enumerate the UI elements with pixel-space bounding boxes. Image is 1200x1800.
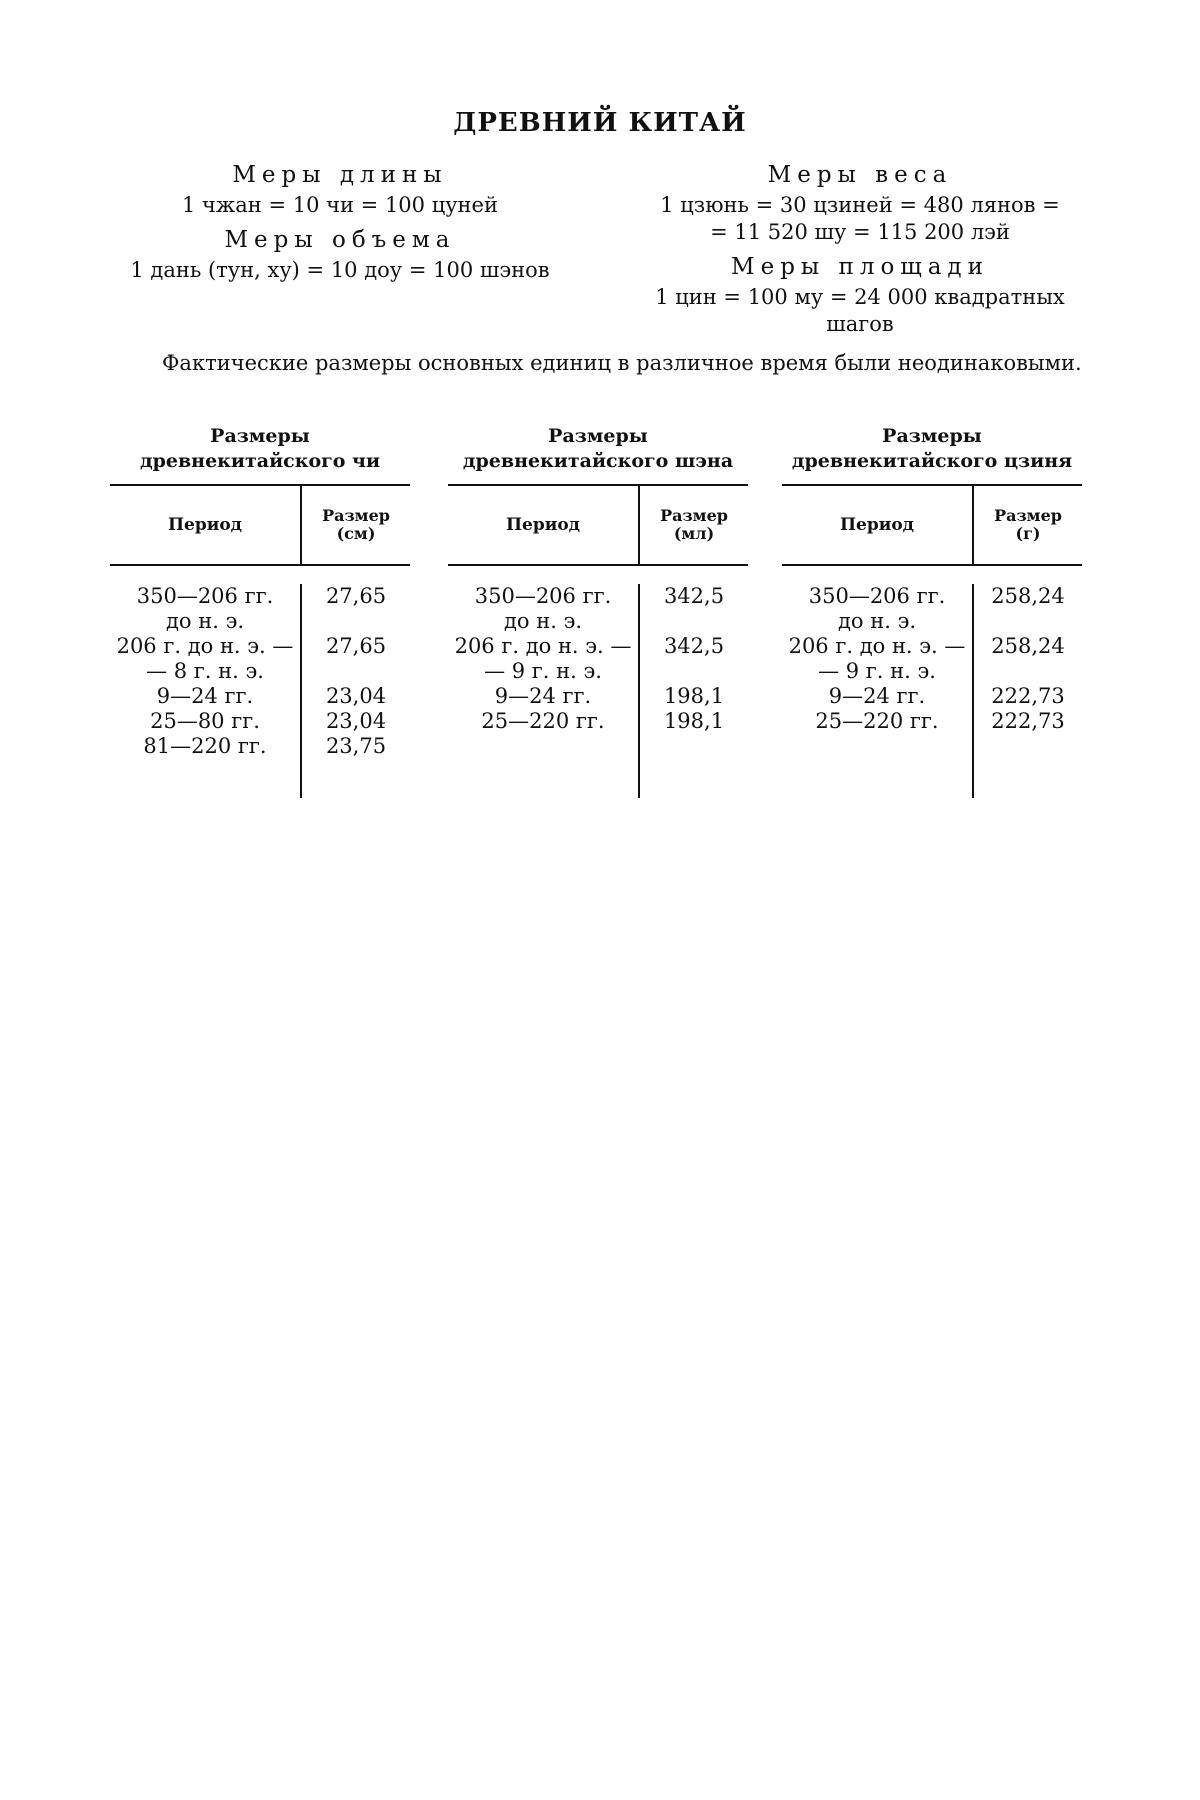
table-heading-line-1: Размеры: [882, 425, 982, 447]
period-column: [110, 584, 302, 798]
page-title: ДРЕВНИЙ КИТАЙ: [453, 108, 747, 138]
table-header-row: [782, 486, 1082, 566]
size-cell: 198,1: [663, 684, 725, 708]
size-cell: 222,73: [991, 709, 1065, 733]
size-column: [640, 584, 748, 798]
column-header-period: Период: [110, 486, 302, 564]
size-cell: 222,73: [991, 684, 1065, 708]
period-cell: до н. э.: [503, 609, 583, 633]
table-data: [782, 566, 1082, 798]
size-cell: 198,1: [663, 709, 725, 733]
size-cell: 27,65: [325, 584, 387, 608]
weight-line-1: 1 цзюнь = 30 цзиней = 480 лянов =: [660, 193, 1060, 217]
size-cell: 342,5: [663, 634, 725, 658]
table-header-row: [448, 486, 748, 566]
period-cell: 206 г. до н. э. —: [454, 634, 632, 658]
period-cell: 25—220 гг.: [481, 709, 605, 733]
table-heading: [448, 424, 748, 484]
period-cell: 9—24 гг.: [156, 684, 254, 708]
period-cell: 350—206 гг.: [136, 584, 274, 608]
table-heading-line-1: Размеры: [210, 425, 310, 447]
period-cell: 25—220 гг.: [815, 709, 939, 733]
period-cell: 9—24 гг.: [828, 684, 926, 708]
period-cell: 350—206 гг.: [808, 584, 946, 608]
area-line-1: 1 цин = 100 му = 24 000 квадратных: [655, 285, 1065, 309]
size-cell: 23,04: [325, 709, 387, 733]
length-heading: Меры длины: [232, 162, 448, 188]
table-heading: [782, 424, 1082, 484]
weight-line-2: = 11 520 шу = 115 200 лэй: [710, 220, 1010, 244]
table-chi: [110, 424, 410, 798]
right-column: [630, 162, 1090, 338]
area-line-2: шагов: [826, 312, 894, 336]
size-cell: 258,24: [991, 584, 1065, 608]
intro-paragraph: Фактические размеры основных единиц в различное время были неодинаковыми.: [162, 351, 1082, 375]
table-data: [448, 566, 748, 798]
column-header-period: Период: [782, 486, 974, 564]
table-shen: [448, 424, 748, 798]
table-heading: [110, 424, 410, 484]
volume-heading: Меры объема: [224, 227, 456, 253]
table-heading-line-1: Размеры: [548, 425, 648, 447]
size-cell: 27,65: [325, 634, 387, 658]
period-cell: — 8 г. н. э.: [146, 659, 264, 683]
table-heading-line-2: древнекитайского цзиня: [791, 450, 1073, 472]
volume-text: 1 дань (тун, ху) = 10 доу = 100 шэнов: [130, 258, 550, 282]
size-cell: 23,04: [325, 684, 387, 708]
table-data: [110, 566, 410, 798]
size-column: [302, 584, 410, 798]
period-column: [782, 584, 974, 798]
size-cell: 342,5: [663, 584, 725, 608]
column-header-size: Размер (мл): [660, 506, 728, 543]
column-header-size: Размер (см): [322, 506, 390, 543]
left-column: [110, 162, 570, 284]
period-cell: 81—220 гг.: [143, 734, 267, 758]
weight-heading: Меры веса: [767, 162, 953, 188]
period-cell: — 9 г. н. э.: [818, 659, 936, 683]
period-cell: 25—80 гг.: [150, 709, 260, 733]
period-cell: до н. э.: [837, 609, 917, 633]
period-cell: 9—24 гг.: [494, 684, 592, 708]
table-heading-line-2: древнекитайского чи: [139, 450, 381, 472]
period-cell: до н. э.: [165, 609, 245, 633]
size-cell: 258,24: [991, 634, 1065, 658]
period-cell: 206 г. до н. э. —: [116, 634, 294, 658]
period-cell: — 9 г. н. э.: [484, 659, 602, 683]
table-header-row: [110, 486, 410, 566]
size-column: [974, 584, 1082, 798]
size-cell: 23,75: [325, 734, 387, 758]
table-jin: [782, 424, 1082, 798]
period-column: [448, 584, 640, 798]
period-cell: 350—206 гг.: [474, 584, 612, 608]
length-text: 1 чжан = 10 чи = 100 цуней: [182, 193, 498, 217]
table-heading-line-2: древнекитайского шэна: [462, 450, 734, 472]
column-header-size: Размер (г): [994, 506, 1062, 543]
area-heading: Меры площади: [731, 254, 989, 280]
column-header-period: Период: [448, 486, 640, 564]
period-cell: 206 г. до н. э. —: [788, 634, 966, 658]
